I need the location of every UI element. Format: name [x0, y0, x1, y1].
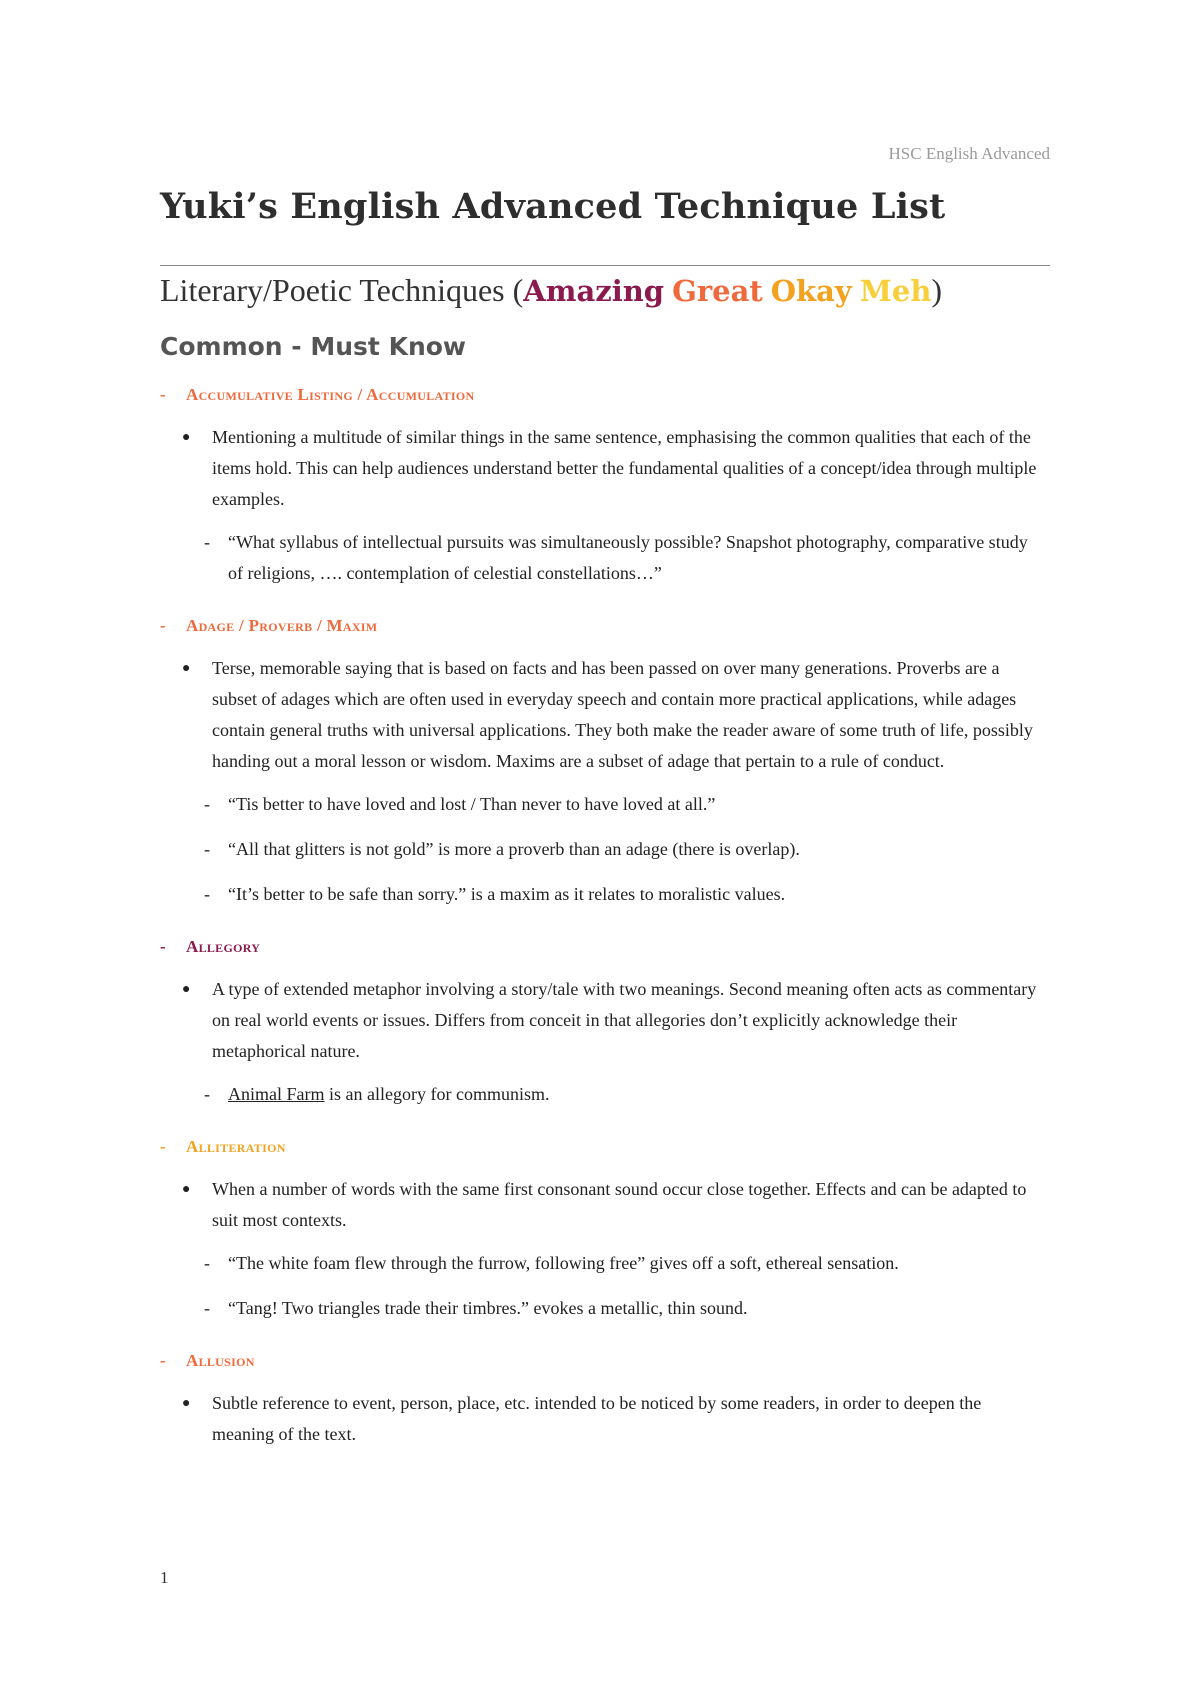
technique-example	[204, 879, 1050, 910]
example-dash: -	[204, 1084, 210, 1104]
example-text: “The white foam flew through the furrow, following free” gives off a soft, ethereal sensation.	[228, 1253, 899, 1273]
subsection-heading: Common - Must Know	[160, 332, 467, 361]
definition-text: Mentioning a multitude of similar things in the same sentence, emphasising the common qualities that each of the items hold. This can help audiences understand better the fundamental qualities of a concept/idea through multiple examples.	[212, 427, 1037, 509]
definition-text: A type of extended metaphor involving a story/tale with two meanings. Second meaning often acts as commentary on real world events or issues. Differs from conceit in that allegories don’t explicitly acknowledge their metaphorical nature.	[212, 979, 1037, 1061]
example-text: “Tang! Two triangles trade their timbres.” evokes a metallic, thin sound.	[228, 1298, 748, 1318]
example-dash: -	[204, 1298, 210, 1318]
definition-text: Terse, memorable saying that is based on facts and has been passed on over many generations. Proverbs are a subset of adages which are often used in everyday speech and contain more practical applications, while adages contain general truths with universal applications. They both make the reader aware of some truth of life, possibly handing out a moral lesson or wisdom. Maxims are a subset of adage that pertain to a rule of conduct.	[212, 658, 1033, 771]
technique-example	[204, 1079, 1050, 1110]
document-title: Yuki’s English Advanced Technique List	[160, 186, 946, 227]
technique-dash: -	[160, 1137, 166, 1156]
technique-example	[204, 789, 1050, 820]
page-number: 1	[160, 1568, 169, 1587]
bullet-icon: ●	[182, 661, 191, 676]
example-remainder: is an allegory for communism.	[324, 1084, 550, 1104]
technique-definition	[182, 974, 1050, 1067]
technique-definition	[182, 653, 1050, 777]
technique-heading	[160, 930, 1050, 964]
example-text: “Tis better to have loved and lost / Than never to have loved at all.”	[228, 794, 716, 814]
technique-example	[204, 834, 1050, 865]
technique-entry	[160, 930, 1050, 1110]
technique-definition	[182, 1388, 1050, 1450]
example-text: “It’s better to be safe than sorry.” is a maxim as it relates to moralistic values.	[228, 884, 786, 904]
section-heading	[160, 272, 942, 309]
technique-heading	[160, 378, 1050, 412]
technique-heading	[160, 1130, 1050, 1164]
example-text: “All that glitters is not gold” is more a proverb than an adage (there is overlap).	[228, 839, 800, 859]
level-great: Great	[672, 274, 763, 308]
bullet-icon: ●	[182, 1182, 191, 1197]
technique-heading	[160, 609, 1050, 643]
level-amazing: Amazing	[523, 274, 665, 308]
technique-entry	[160, 378, 1050, 589]
definition-text: When a number of words with the same first consonant sound occur close together. Effects and can be adapted to suit most contexts.	[212, 1179, 1027, 1230]
running-header: HSC English Advanced	[888, 144, 1050, 163]
bullet-icon: ●	[182, 982, 191, 997]
technique-dash: -	[160, 937, 166, 956]
technique-example	[204, 527, 1050, 589]
technique-definition	[182, 422, 1050, 515]
example-dash: -	[204, 884, 210, 904]
example-dash: -	[204, 1253, 210, 1273]
technique-list	[160, 378, 1050, 1462]
technique-name: Adage / Proverb / Maxim	[186, 616, 378, 635]
technique-example	[204, 1293, 1050, 1324]
technique-example	[204, 1248, 1050, 1279]
example-text	[228, 1079, 1028, 1110]
bullet-icon: ●	[182, 1396, 191, 1411]
technique-name: Allusion	[186, 1351, 255, 1370]
book-title: Animal Farm	[228, 1084, 325, 1104]
technique-name: Alliteration	[186, 1137, 286, 1156]
technique-dash: -	[160, 385, 166, 404]
technique-entry	[160, 1130, 1050, 1324]
technique-entry	[160, 609, 1050, 910]
section-heading-close: )	[931, 272, 943, 308]
technique-dash: -	[160, 616, 166, 635]
technique-name: Accumulative Listing / Accumulation	[186, 385, 475, 404]
title-divider	[160, 265, 1050, 266]
example-text: “What syllabus of intellectual pursuits was simultaneously possible? Snapshot photography, comparative study of religions, …. contemplation of celestial constellations…”	[228, 532, 1028, 583]
example-dash: -	[204, 794, 210, 814]
level-okay: Okay	[770, 274, 852, 308]
technique-heading	[160, 1344, 1050, 1378]
definition-text: Subtle reference to event, person, place, etc. intended to be noticed by some readers, in order to deepen the meaning of the text.	[212, 1393, 982, 1444]
technique-dash: -	[160, 1351, 166, 1370]
section-heading-text: Literary/Poetic Techniques (	[160, 272, 524, 308]
technique-name: Allegory	[186, 937, 261, 956]
example-dash: -	[204, 532, 210, 552]
example-dash: -	[204, 839, 210, 859]
technique-definition	[182, 1174, 1050, 1236]
level-meh: Meh	[859, 274, 932, 308]
technique-entry	[160, 1344, 1050, 1450]
bullet-icon: ●	[182, 430, 191, 445]
